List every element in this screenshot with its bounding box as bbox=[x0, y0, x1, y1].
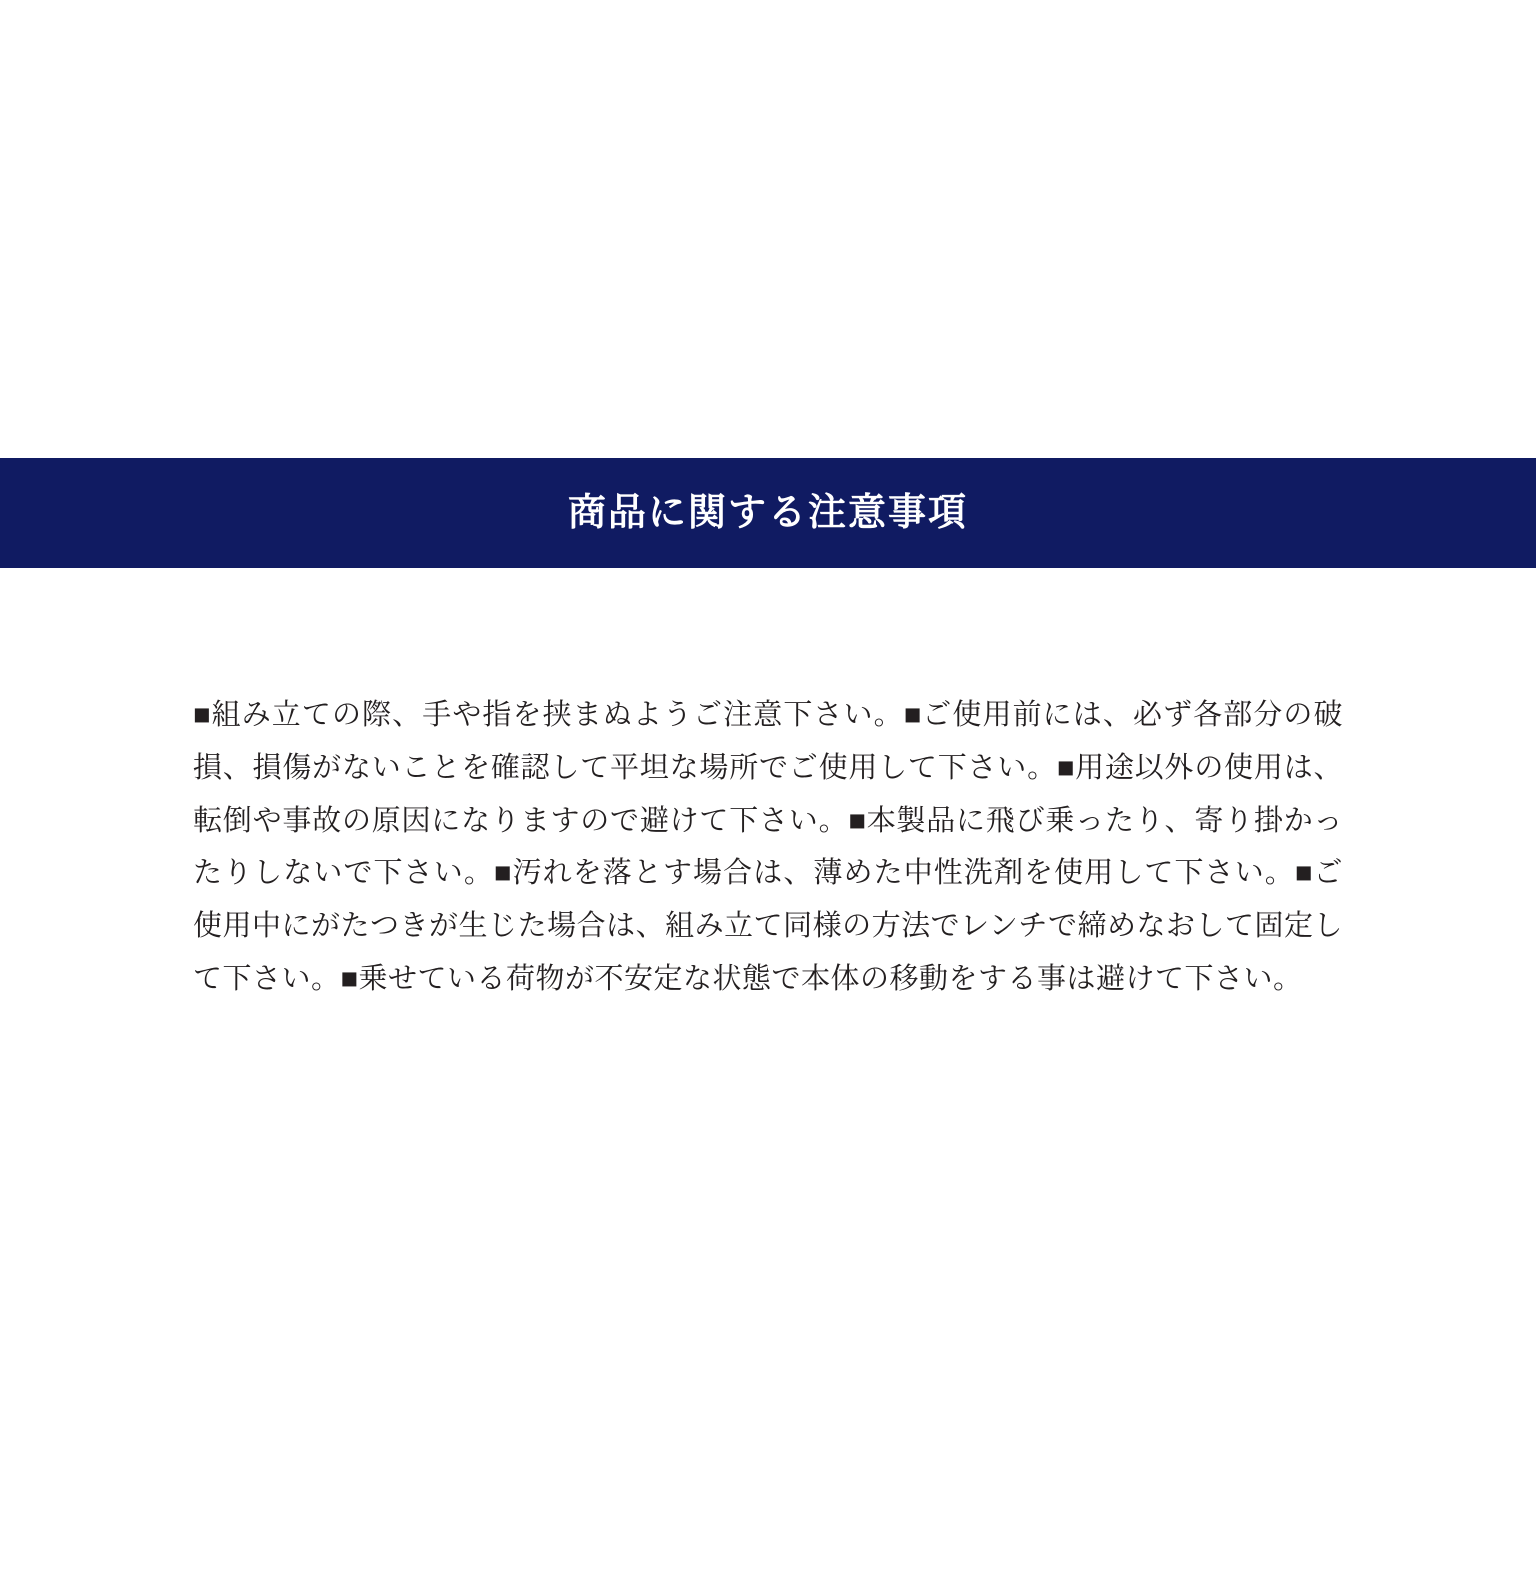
notice-body bbox=[193, 568, 1343, 1006]
bottom-spacer bbox=[0, 1035, 1536, 1575]
notice-text: ■組み立ての際、手や指を挟まぬようご注意下さい。■ご使用前には、必ず各部分の破損、損傷がないことを確認して平坦な場所でご使用して下さい。■用途以外の使用は、転倒や事故の原因になりますので避けて下さい。■本製品に飛び乗ったり、寄り掛かったりしないで下さい。■汚れを落とす場合は、薄めた中性洗剤を使用して下さい。■ご使用中にがたつきが生じた場合は、組み立て同様の方法でレンチで締めなおして固定して下さい。■乗せている荷物が不安定な状態で本体の移動をする事は避けて下さい。 bbox=[193, 699, 1343, 995]
top-spacer bbox=[0, 0, 1536, 458]
section-banner bbox=[0, 458, 1536, 568]
page-title: 商品に関する注意事項 bbox=[567, 492, 968, 534]
